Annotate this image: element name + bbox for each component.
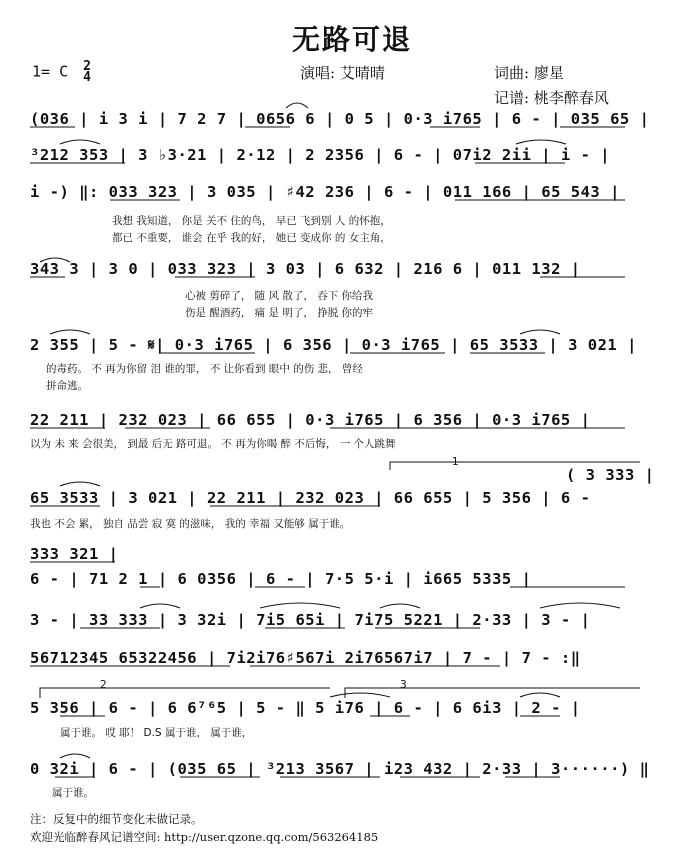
- notation-row-4: 343 3 | 3 0 | 033 323 | 3 03 | 6 632 | 216 6 | 011 132 |: [30, 260, 581, 278]
- notation-row-5: 2 355 | 5 - 𝄋| 0·3 i765 | 6 356 | 0·3 i765 | 65 3533 | 3 021 |: [30, 336, 637, 354]
- lyric-row-7: 我也 不会 累， 独自 品尝 寂 寞 的滋味， 我的 幸福 又能够 属于谁。: [30, 518, 351, 530]
- lyric-row-12: 属于谁。: [52, 787, 94, 799]
- notation-row-2: ³212 353 | 3 ♭3·21 | 2·12 | 2 2356 | 6 - | 07i2 2ii | i - |: [30, 146, 611, 164]
- notation-row-7: 65 3533 | 3 021 | 22 211 | 232 023 | 66 655 | 5 356 | 6 -: [30, 489, 591, 507]
- footer-welcome: 欢迎光临醉春风记谱空间: http://user.qzone.qq.com/563264185: [30, 830, 379, 844]
- singer-credit: 演唱: 艾晴晴: [300, 64, 385, 82]
- volta-2-label: 2: [100, 679, 107, 691]
- key-label: 1= C: [32, 62, 69, 81]
- notation-row-6: 22 211 | 232 023 | 66 655 | 0·3 i765 | 6 356 | 0·3 i765 |: [30, 411, 591, 429]
- lyric-row-3a: 我想 我知道， 你是 关不 住的鸟， 早已 飞到别 人 的怀抱，: [112, 215, 391, 227]
- notation-row-10: 56712345 65322456 | 7i2i76♯567i 2i76567i7 | 7 - | 7 - :‖: [30, 649, 581, 667]
- lyric-row-5a: 的毒药。 不 再为你留 泪 谁的罪， 不 让你看到 眼中 的伤 悲， 曾经: [46, 363, 363, 375]
- lyric-row-4b: 伤是 醒酒药， 痛 是 明了， 挣脱 你的牢: [185, 307, 374, 319]
- volta-1-label: 1: [452, 456, 459, 468]
- transcriber-credit: 记谱: 桃李醉春风: [494, 89, 609, 107]
- footer-note: 注：反复中的细节变化未做记录。: [30, 812, 203, 826]
- lyric-row-11: 属于谁。 哎 耶！ D.S 属于谁， 属于谁，: [60, 727, 253, 739]
- notation-row-11: 5 356 | 6 - | 6 6⁷⁶5 | 5 - ‖ 5 i76 | 6 - | 6 6i3 | 2 - |: [30, 699, 581, 717]
- notation-above-row-8: 333 321 |: [30, 545, 119, 563]
- notation-row-1: (036 | i 3 i | 7 2 7 | 0656 6 | 0 5 | 0·3 i765 | 6 - | 035 65 |: [30, 110, 650, 128]
- lyric-row-5b: 拼命逃。: [46, 380, 88, 392]
- lyric-row-4a: 心被 剪碎了， 随 风 散了， 吞下 你给我: [185, 290, 374, 302]
- time-bottom: 4: [83, 70, 91, 85]
- composer-credit: 词曲: 廖星: [494, 64, 564, 82]
- notation-row-12: 0 32i | 6 - | (035 65 | ³213 3567 | i23 432 | 2·33 | 3······) ‖: [30, 760, 650, 778]
- volta-3-label: 3: [400, 679, 407, 691]
- notation-row-3: i -) ‖: 033 323 | 3 035 | ♯42 236 | 6 - | 011 166 | 65 543 |: [30, 183, 620, 201]
- time-top: 2: [83, 59, 91, 74]
- lyric-row-3b: 都已 不重要， 谁会 在乎 我的好， 她已 变成你 的 女主角，: [112, 232, 391, 244]
- notation-row-9: 3 - | 33 333 | 3 32i | 7i5 65i | 7i75 5221 | 2·33 | 3 - |: [30, 611, 591, 629]
- pickup-measure: ( 3 333 |: [566, 466, 655, 484]
- song-title: 无路可退: [292, 23, 413, 56]
- lyric-row-6: 以为 未 来 会很美， 到最 后无 路可退。 不 再为你喝 醉 不后悔， 一 个人跳舞: [30, 438, 396, 450]
- notation-row-8: 6 - | 71 2 1 | 6 0356 | 6 - | 7·5 5·i | i665 5335 |: [30, 570, 532, 588]
